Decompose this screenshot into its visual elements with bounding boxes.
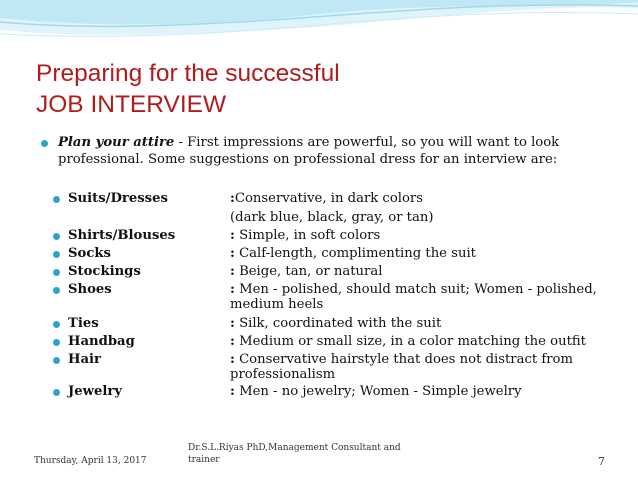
intro-lead: Plan your attire (58, 135, 175, 150)
item-separator: : (230, 282, 235, 297)
item-value-extra: (dark blue, black, gray, or tan) (230, 210, 434, 225)
item-value (230, 282, 600, 312)
item-value-text: Silk, coordinated with the suit (234, 316, 442, 331)
bullet-icon (53, 287, 60, 294)
item-value-text: Men - polished, should match suit; Women - polished, medium heels (230, 282, 597, 312)
bullet-icon (53, 389, 60, 396)
intro-text: - First impressions are powerful, so you will want to look professional. Some suggestions on professional dress for an interview are: (58, 135, 560, 167)
bullet-icon (53, 251, 60, 258)
bullet-icon (41, 140, 48, 147)
item-value-text: Conservative, in dark colors (234, 191, 423, 206)
item-value (230, 352, 600, 382)
bullet-icon (53, 233, 60, 240)
item-separator: : (230, 246, 235, 261)
item-label: Socks (68, 246, 111, 261)
item-label: Shirts/Blouses (68, 228, 176, 243)
item-value-text: Calf-length, complimenting the suit (234, 246, 476, 261)
footer-author: Dr.S.L.Riyas PhD,Management Consultant and trainer (188, 443, 401, 465)
bullet-icon (53, 339, 60, 346)
item-value-text: Beige, tan, or natural (234, 264, 383, 279)
title-line-2: JOB INTERVIEW (36, 91, 227, 118)
intro-paragraph (58, 134, 598, 168)
footer-date: Thursday, April 13, 2017 (34, 456, 147, 466)
wave-decoration (0, 0, 638, 60)
item-value (230, 334, 600, 349)
item-separator: : (230, 264, 235, 279)
item-value-text: Men - no jewelry; Women - Simple jewelry (234, 384, 522, 399)
bullet-icon (53, 321, 60, 328)
item-value-text: Conservative hairstyle that does not distract from professionalism (230, 352, 573, 382)
item-label: Ties (68, 316, 99, 331)
item-value (230, 384, 600, 399)
item-separator: : (230, 334, 235, 349)
item-value (230, 228, 600, 243)
item-separator: : (230, 228, 235, 243)
item-separator: : (230, 191, 235, 206)
item-label: Suits/Dresses (68, 191, 168, 206)
item-label: Jewelry (68, 384, 122, 399)
slide-title (36, 58, 340, 120)
item-value (230, 191, 600, 225)
item-value (230, 316, 600, 331)
bullet-icon (53, 196, 60, 203)
bullet-icon (53, 269, 60, 276)
page-number: 7 (598, 455, 605, 468)
item-separator: : (230, 352, 235, 367)
item-value-text: Medium or small size, in a color matching the outfit (234, 334, 586, 349)
item-value-text: Simple, in soft colors (234, 228, 381, 243)
item-label: Stockings (68, 264, 141, 279)
item-separator: : (230, 384, 235, 399)
item-value (230, 246, 600, 261)
item-label: Shoes (68, 282, 112, 297)
bullet-icon (53, 357, 60, 364)
item-value (230, 264, 600, 279)
item-separator: : (230, 316, 235, 331)
title-line-1: Preparing for the successful (36, 60, 340, 87)
item-label: Hair (68, 352, 101, 367)
item-label: Handbag (68, 334, 135, 349)
